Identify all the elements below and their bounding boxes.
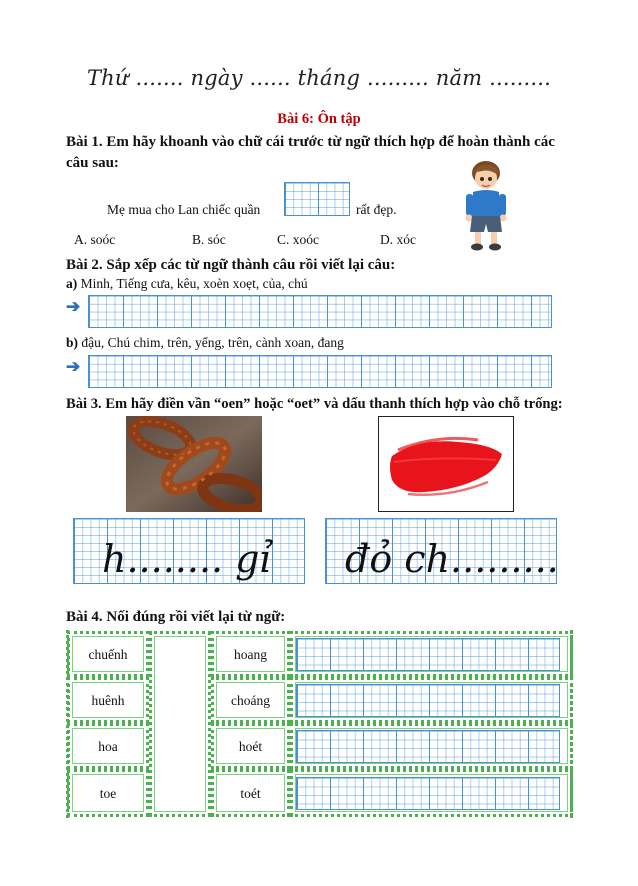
ex1-sentence-before: Mẹ mua cho Lan chiếc quần: [107, 202, 261, 217]
ex1-answer-grid[interactable]: [284, 182, 350, 216]
ex4-writing-grid-2[interactable]: [296, 684, 560, 717]
ex2-item-a-words: Minh, Tiếng cưa, kêu, xoèn xoẹt, của, chú: [80, 276, 308, 291]
rusty-chain-image: [126, 416, 262, 512]
ex2-writing-grid-a[interactable]: [88, 295, 552, 328]
ex2-item-b-words: đậu, Chú chim, trên, yểng, trên, cành xoan, đang: [81, 335, 344, 350]
ex4-left-word-2: huênh: [91, 693, 125, 708]
ex4-right-word-1: hoang: [234, 647, 267, 662]
lesson-title: Bài 6: Ôn tập: [277, 111, 361, 127]
ex1-option-b[interactable]: B. sóc: [192, 232, 226, 247]
ex2-item-b-label: b): [66, 335, 79, 350]
date-line: Thứ ....... ngày ...... tháng ......... năm .........: [86, 66, 552, 90]
ex3-word-2: đỏ ch.........: [345, 537, 559, 581]
ex1-title-line1: Bài 1. Em hãy khoanh vào chữ cái trước từ ngữ thích hợp để hoàn thành các: [66, 134, 555, 150]
ex1-sentence-after: rất đẹp.: [356, 202, 397, 217]
ex1-option-d[interactable]: D. xóc: [380, 232, 416, 247]
red-paint-image: [378, 416, 514, 512]
boy-illustration: [460, 158, 512, 254]
ex4-right-word-4: toét: [240, 786, 261, 801]
ex4-right-word-2: choáng: [231, 693, 270, 708]
ex1-title-line2: câu sau:: [66, 155, 119, 171]
ex2-arrow-a: ➔: [66, 297, 81, 316]
ex4-right-word-3: hoét: [238, 739, 263, 754]
ex4-left-word-1: chuếnh: [88, 647, 128, 662]
ex2-item-a: [66, 276, 308, 292]
ex3-title: Bài 3. Em hãy điền vần “oen” hoặc “oet” và dấu thanh thích hợp vào chỗ trống:: [66, 396, 563, 412]
ex2-writing-grid-b[interactable]: [88, 355, 552, 388]
ex4-title: Bài 4. Nối đúng rồi viết lại từ ngữ:: [66, 609, 286, 625]
ex2-item-a-label: a): [66, 276, 78, 291]
ex1-option-a[interactable]: A. soóc: [74, 232, 116, 247]
ex2-title: Bài 2. Sắp xếp các từ ngữ thành câu rồi viết lại câu:: [66, 257, 396, 273]
ex2-arrow-b: ➔: [66, 357, 81, 376]
ex1-option-c[interactable]: C. xoóc: [277, 232, 319, 247]
ex4-writing-grid-3[interactable]: [296, 730, 560, 763]
ex3-word-1: h........ gỉ: [102, 537, 272, 581]
ex4-writing-grid-4[interactable]: [296, 777, 560, 810]
ex4-left-word-4: toe: [99, 786, 117, 801]
ex4-connect-area[interactable]: [149, 631, 211, 817]
ex4-left-word-3: hoa: [98, 739, 118, 754]
ex2-item-b: [66, 335, 344, 351]
ex4-writing-grid-1[interactable]: [296, 638, 560, 671]
